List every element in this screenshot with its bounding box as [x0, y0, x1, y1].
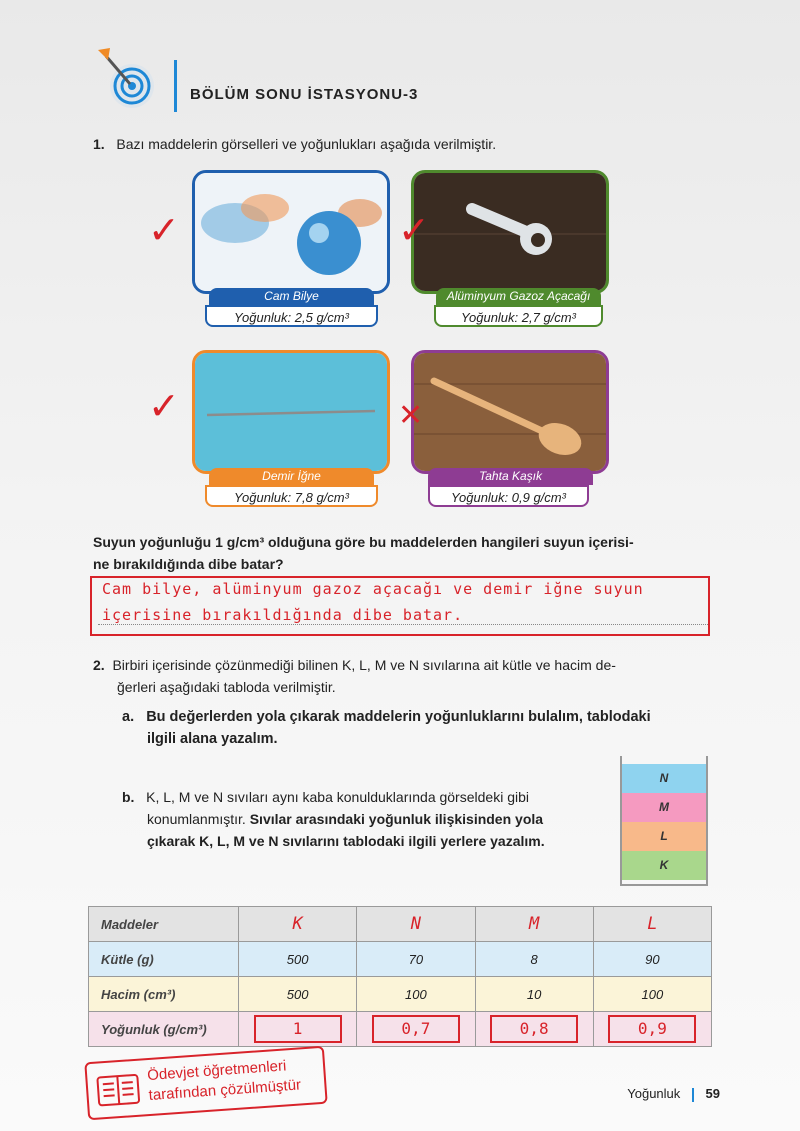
- density-answer: 1: [254, 1015, 342, 1043]
- row-header: Yoğunluk (g/cm³): [89, 1012, 239, 1047]
- image-card-wooden-spoon: [411, 350, 609, 474]
- part-label: b.: [122, 789, 135, 805]
- volume-cell: 100: [593, 977, 711, 1012]
- part-text: K, L, M ve N sıvıları aynı kaba konulduklarında görseldeki gibi: [146, 789, 529, 805]
- row-header: Maddeler: [89, 907, 239, 942]
- volume-cell: 10: [475, 977, 593, 1012]
- question-text: Birbiri içerisinde çözünmediği bilinen K, L, M ve N sıvılarına ait kütle ve hacim de-: [112, 657, 616, 673]
- part-label: a.: [122, 709, 135, 725]
- question-number: 2.: [93, 657, 105, 673]
- part-b: [122, 786, 612, 852]
- mass-cell: 8: [475, 942, 593, 977]
- layer-m: M: [622, 793, 706, 822]
- table-row: [89, 942, 712, 977]
- stamp-line: Ödevjet öğretmenleri: [146, 1057, 287, 1085]
- card-label: Cam Bilye: [209, 288, 374, 305]
- density-cell: [475, 1012, 593, 1047]
- page-footer: [627, 1086, 720, 1102]
- question-2: [93, 654, 713, 698]
- image-card-iron-needle: [192, 350, 390, 474]
- layer-k: K: [622, 851, 706, 880]
- check-mark-icon: ✓: [398, 208, 430, 252]
- prompt-line: Suyun yoğunluğu 1 g/cm³ olduğuna göre bu maddelerden hangileri suyun içerisi-: [93, 534, 634, 550]
- table-row: [89, 977, 712, 1012]
- header-divider: [174, 60, 177, 112]
- target-dart-icon: [92, 40, 162, 110]
- iron-needle-image: [195, 353, 387, 471]
- part-text: konumlanmıştır.: [147, 811, 246, 827]
- question-text: ğerleri aşağıdaki tabloda verilmiştir.: [117, 679, 336, 695]
- card-density: Yoğunluk: 0,9 g/cm³: [428, 485, 589, 507]
- part-text: Bu değerlerden yola çıkarak maddelerin yoğunluklarını bulalım, tablodaki: [146, 709, 651, 725]
- page-number: 59: [705, 1086, 720, 1101]
- density-cell: [357, 1012, 475, 1047]
- cross-mark-icon: ✕: [398, 398, 424, 433]
- card-label: Demir İğne: [209, 468, 374, 485]
- handwritten-answer-line: Cam bilye, alüminyum gazoz açacağı ve demir iğne suyun: [102, 580, 644, 598]
- table-row: [89, 907, 712, 942]
- solution-stamp: [84, 1046, 327, 1121]
- wooden-spoon-image: [414, 353, 606, 471]
- volume-cell: 500: [239, 977, 357, 1012]
- card-label: Alüminyum Gazoz Açacağı: [436, 288, 601, 305]
- check-mark-icon: ✓: [148, 384, 180, 428]
- substance-cell: N: [357, 907, 475, 942]
- mass-cell: 90: [593, 942, 711, 977]
- card-density: Yoğunluk: 7,8 g/cm³: [205, 485, 378, 507]
- book-icon: [95, 1071, 141, 1108]
- stamp-line: tarafından çözülmüştür: [148, 1076, 302, 1105]
- section-name: Yoğunluk: [627, 1086, 681, 1101]
- stamp-text: [147, 1055, 302, 1106]
- part-text: Sıvılar arasındaki yoğunluk ilişkisinden yola: [249, 811, 544, 827]
- glass-marble-image: [195, 173, 387, 291]
- part-text: çıkarak K, L, M ve N sıvılarını tablodaki ilgili yerlere yazalım.: [147, 833, 545, 849]
- density-answer: 0,9: [608, 1015, 696, 1043]
- volume-cell: 100: [357, 977, 475, 1012]
- part-text: ilgili alana yazalım.: [147, 731, 278, 747]
- handwritten-answer-line: içerisine bırakıldığında dibe batar.: [98, 606, 708, 625]
- question-1: [93, 136, 496, 152]
- liquid-layers-beaker: [620, 756, 708, 886]
- density-answer: 0,7: [372, 1015, 460, 1043]
- density-cell: [239, 1012, 357, 1047]
- mass-cell: 500: [239, 942, 357, 977]
- check-mark-icon: ✓: [148, 208, 180, 252]
- question-text: Bazı maddelerin görselleri ve yoğunlukları aşağıda verilmiştir.: [116, 136, 497, 152]
- layer-n: N: [622, 764, 706, 793]
- image-card-glass-marble: [192, 170, 390, 294]
- card-density: Yoğunluk: 2,7 g/cm³: [434, 305, 603, 327]
- bottle-opener-image: [414, 173, 606, 291]
- data-table: [88, 906, 712, 1047]
- density-answer: 0,8: [490, 1015, 578, 1043]
- prompt-line: ne bırakıldığında dibe batar?: [93, 556, 284, 572]
- substance-cell: K: [239, 907, 357, 942]
- question-prompt: [93, 531, 634, 575]
- layer-l: L: [622, 822, 706, 851]
- table-row: [89, 1012, 712, 1047]
- image-card-bottle-opener: [411, 170, 609, 294]
- density-cell: [593, 1012, 711, 1047]
- question-number: 1.: [93, 136, 105, 152]
- substance-cell: M: [475, 907, 593, 942]
- card-density: Yoğunluk: 2,5 g/cm³: [205, 305, 378, 327]
- card-label: Tahta Kaşık: [428, 468, 593, 485]
- row-header: Kütle (g): [89, 942, 239, 977]
- part-a: [122, 706, 722, 750]
- mass-cell: 70: [357, 942, 475, 977]
- section-title: BÖLÜM SONU İSTASYONU-3: [190, 86, 419, 103]
- row-header: Hacim (cm³): [89, 977, 239, 1012]
- substance-cell: L: [593, 907, 711, 942]
